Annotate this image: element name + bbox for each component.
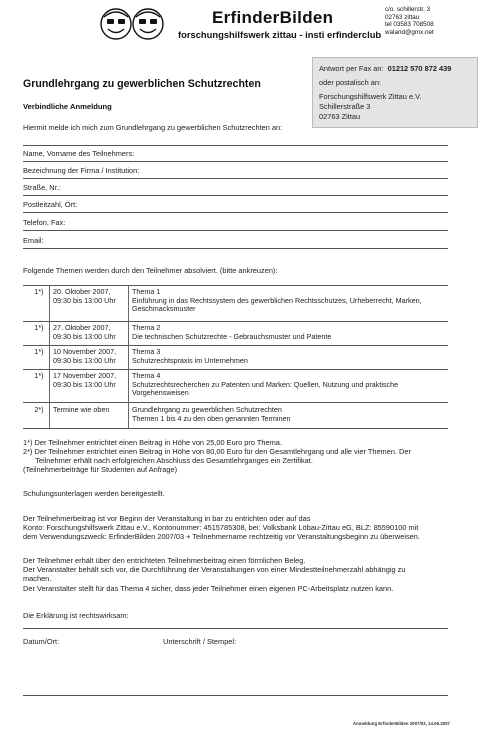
topic-desc-line: Thema 4 bbox=[132, 371, 161, 380]
logo-subtitle: forschungshilfswerk zittau - insti erfinderclub bbox=[178, 29, 382, 40]
fax-number: 01212 570 872 439 bbox=[387, 64, 452, 73]
topic-date bbox=[53, 324, 127, 341]
document-title: Grundlehrgang zu gewerblichen Schutzrechten bbox=[23, 78, 261, 90]
topic-desc-line: Schutzrechtspraxis im Unternehmen bbox=[132, 355, 248, 365]
table-rule bbox=[23, 369, 448, 370]
post-label: oder postalisch an: bbox=[319, 78, 382, 87]
topic-date-line: 17 November 2007, bbox=[53, 371, 117, 380]
post-org: Forschungshilfswerk Zittau e.V. bbox=[319, 92, 422, 101]
topic-time-line: 09:30 bis 13:00 Uhr bbox=[53, 379, 116, 389]
document-subtitle: Verbindliche Anmeldung bbox=[23, 102, 112, 111]
field-company: Bezeichnung der Firma / Institution: bbox=[23, 166, 140, 175]
club-address bbox=[385, 6, 434, 36]
field-line bbox=[23, 248, 448, 249]
topic-checkbox-mark[interactable]: 2*) bbox=[34, 405, 44, 414]
topic-date bbox=[53, 288, 127, 305]
table-rule bbox=[23, 402, 448, 403]
address-line: 02763 zittau bbox=[385, 13, 420, 21]
divider bbox=[23, 145, 448, 146]
topic-checkbox-mark[interactable]: 1*) bbox=[34, 371, 44, 380]
topic-time-line: 09:30 bis 13:00 Uhr bbox=[53, 331, 116, 341]
field-postcode: Postleitzahl, Ort: bbox=[23, 200, 78, 209]
topic-time-line: 09:30 bis 13:00 Uhr bbox=[53, 295, 116, 305]
legal-statement: Die Erklärung ist rechtswirksam: bbox=[23, 611, 129, 620]
table-rule bbox=[23, 345, 448, 346]
logo-title: ErfinderBilden bbox=[212, 8, 334, 27]
topic-date-line: Termine wie oben bbox=[53, 405, 110, 414]
field-line bbox=[23, 195, 448, 196]
topic-date bbox=[53, 372, 127, 389]
topic-desc-line: Themen 1 bis 4 zu den oben genannten Terminen bbox=[132, 413, 291, 423]
topic-description bbox=[132, 406, 462, 423]
topic-desc-line: Thema 3 bbox=[132, 347, 161, 356]
topic-desc-line: Grundlehrgang zu gewerblichen Schutzrechten bbox=[132, 405, 282, 414]
topic-date-line: 20. Oktober 2007, bbox=[53, 287, 111, 296]
topic-desc-line: Einführung in das Rechtssystem des gewerblichen Rechtsschutzes, Urheberrecht, Marken, bbox=[132, 295, 422, 305]
topic-description bbox=[132, 348, 462, 365]
table-column-divider bbox=[128, 285, 129, 428]
topic-desc-line: Die technischen Schutzrechte - Gebrauchsmuster und Patente bbox=[132, 331, 332, 341]
fee-note: (Teilnehmerbeiträge für Studenten auf Anfrage) bbox=[23, 465, 178, 474]
field-line bbox=[23, 161, 448, 162]
field-line bbox=[23, 178, 448, 179]
conditions-text: Der Veranstalter behält sich vor, die Durchführung der Veranstaltungen von einer Mindestteilnehmerzahl abhängig zu bbox=[23, 565, 406, 574]
fax-line bbox=[319, 64, 451, 73]
field-phone: Telefon, Fax: bbox=[23, 218, 66, 227]
post-street: Schillerstraße 3 bbox=[319, 102, 371, 111]
topic-checkbox-mark[interactable]: 1*) bbox=[34, 287, 44, 296]
materials-text: Schulungsunterlagen werden bereitgestellt. bbox=[23, 489, 165, 498]
table-rule bbox=[23, 285, 448, 286]
topic-description bbox=[132, 372, 462, 398]
fax-reply-box bbox=[312, 57, 478, 128]
topic-description bbox=[132, 324, 462, 341]
field-name: Name, Vorname des Teilnehmers: bbox=[23, 149, 135, 158]
topic-desc-line: Schutzrechtsrecherchen zu Patenten und Marken: Quellen, Nutzung und praktische bbox=[132, 379, 399, 389]
field-street: Straße, Nr.: bbox=[23, 183, 61, 192]
topic-desc-line: Vorgehensweisen bbox=[132, 388, 189, 398]
fee-note: 2*) Der Teilnehmer entrichtet einen Beitrag in Höhe von 80,00 Euro für den Gesamtlehrgang und alle vier Themen. Der bbox=[23, 447, 411, 456]
payment-text: Konto: Forschungshilfswerk Zittau e.V., Kontonummer: 4515785308, bei: Volksbank Löbau-Zittau eG, BLZ: 85590100 mit bbox=[23, 523, 419, 532]
fee-note: 1*) Der Teilnehmer entrichtet einen Beitrag in Höhe von 25,00 Euro pro Thema. bbox=[23, 438, 282, 447]
topic-date-line: 10 November 2007, bbox=[53, 347, 117, 356]
fee-note: Teilnehmer erhält nach erfolgreichen Abschluss des Gesamtlehrganges ein Zertifikat. bbox=[23, 456, 313, 465]
signature-label: Unterschrift / Stempel: bbox=[163, 637, 237, 646]
table-rule bbox=[23, 428, 448, 429]
conditions-text: Der Veranstalter stellt für das Thema 4 sicher, dass jeder Teilnehmer einen eigenen PC-Arbeitsplatz nutzen kann. bbox=[23, 584, 394, 593]
topic-desc-line: Geschmacksmuster bbox=[132, 304, 196, 314]
topic-date bbox=[53, 406, 127, 415]
footer-reference: Anmeldung ErfinderBilden 2007/03, 14.09.2007 bbox=[352, 721, 450, 726]
conditions-text: machen. bbox=[23, 574, 52, 583]
topic-checkbox-mark[interactable]: 1*) bbox=[34, 347, 44, 356]
topic-desc-line: Thema 2 bbox=[132, 323, 161, 332]
payment-text: dem Verwendungszweck: ErfinderBilden 2007/03 + Teilnehmername rechtzeitig vor Veranstaltungsbeginn zu überweisen. bbox=[23, 532, 420, 541]
intro-text: Hiermit melde ich mich zum Grundlehrgang zu gewerblichen Schutzrechten an: bbox=[23, 123, 283, 132]
field-email: Email: bbox=[23, 236, 44, 245]
address-line: waland@gmx.net bbox=[385, 28, 434, 36]
fax-label: Antwort per Fax an: bbox=[319, 64, 384, 73]
field-line bbox=[23, 212, 448, 213]
topic-date-line: 27. Oktober 2007, bbox=[53, 323, 111, 332]
address-line: c/o. schillerstr. 3 bbox=[385, 6, 431, 13]
topic-time-line: 09:30 bis 13:00 Uhr bbox=[53, 355, 116, 365]
club-logo bbox=[92, 4, 172, 44]
payment-text: Der Teilnehmerbeitrag ist vor Beginn der Veranstaltung in bar zu entrichten oder auf das bbox=[23, 514, 311, 523]
table-column-divider bbox=[49, 285, 50, 428]
divider bbox=[23, 628, 448, 629]
address-line: tel 03583 708508 bbox=[385, 21, 434, 29]
topic-desc-line: Thema 1 bbox=[132, 287, 161, 296]
conditions-text: Der Teilnehmer erhält über den entrichteten Teilnehmerbeitrag einen förmlichen Beleg. bbox=[23, 556, 306, 565]
topic-description bbox=[132, 288, 462, 314]
date-place-label: Datum/Ort: bbox=[23, 637, 60, 646]
table-rule bbox=[23, 321, 448, 322]
signature-line bbox=[23, 695, 448, 696]
topics-intro: Folgende Themen werden durch den Teilnehmer absolviert. (bitte ankreuzen): bbox=[23, 266, 278, 275]
post-city: 02763 Zittau bbox=[319, 112, 361, 121]
topic-checkbox-mark[interactable]: 1*) bbox=[34, 323, 44, 332]
topic-date bbox=[53, 348, 127, 365]
field-line bbox=[23, 230, 448, 231]
